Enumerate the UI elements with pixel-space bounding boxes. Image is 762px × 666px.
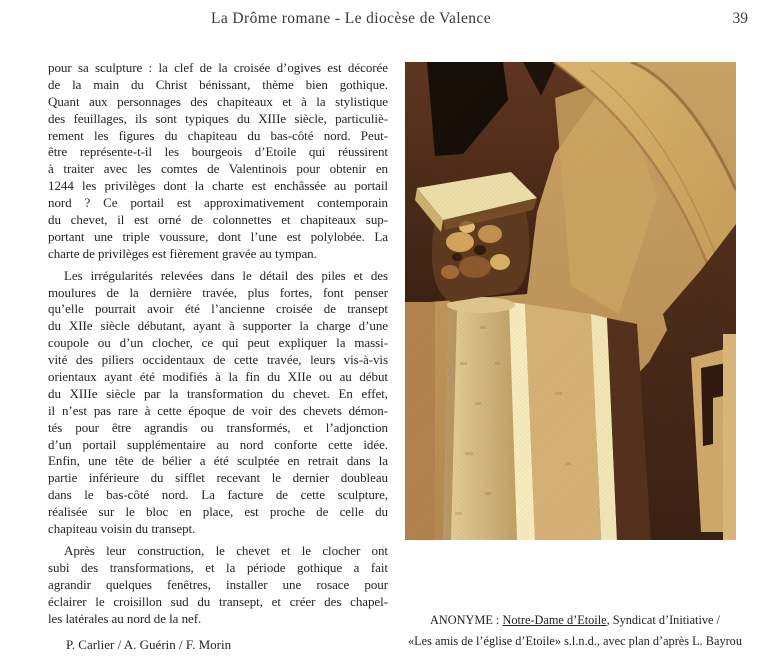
photo-figure (405, 62, 745, 648)
text-line: chapiteau voisin du transept. (48, 521, 196, 537)
text-line: coupole ou d’un clocher, ce qui peut expliquer la massi- (48, 335, 388, 351)
text-line: orientaux ayant été modifiés à la fin du XIIe ou au début (48, 369, 388, 385)
text-line: Après leur construction, le chevet et le clocher ont (64, 542, 388, 558)
text-line: réalisée sur le bloc en place, est proche de celle du (48, 504, 388, 520)
text-line: Les irrégularités relevées dans le détail des piles et des (64, 267, 388, 283)
caption-suffix: , Syndicat d’Initiative / (606, 613, 720, 627)
text-line: agrandir quelques fenêtres, installer une rosace pour (48, 576, 388, 592)
caption-prefix: ANONYME : (430, 613, 503, 627)
text-line: subi des transformations, et la période gothique a fait (48, 559, 388, 575)
dosseret-face (525, 304, 601, 540)
text-line: partie inférieure du sifflet recevant le dernier doubleau (48, 470, 388, 486)
caption-line-2: «Les amis de l’église d’Etoile» s.l.n.d., avec plan d’après L. Bayrou (408, 634, 742, 648)
caption-line-1 (388, 610, 762, 631)
page-title: La Drôme romane - Le diocèse de Valence (211, 10, 491, 27)
text-line: du XIIe siècle débutant, ayant à supporter la charge d’une (48, 318, 388, 334)
church-interior-illustration (405, 62, 736, 540)
text-line: 1244 les privilèges dont la charte est enchâssée au portail (48, 178, 388, 194)
article-paragraphs (48, 60, 388, 627)
text-line: tés pour être agrandis ou transformés, et l’adjonction (48, 419, 388, 435)
text-line: des feuillages, ils sont typiques du XIIIe siècle, particuliè- (48, 110, 388, 126)
right-lit-column (723, 334, 736, 540)
paragraph (48, 543, 388, 627)
page-number: 39 (732, 10, 748, 27)
caption-work-title: Notre-Dame d’Etoile (502, 613, 607, 627)
text-line: portant une triple voussure, dont l’une est polylobée. La (48, 228, 388, 244)
text-line: vité des piliers occidentaux de cette travée, leurs vis-à-vis (48, 352, 388, 368)
text-line: nord ? Ce portail est approximativement contemporain (48, 195, 388, 211)
text-line: être représente-t-il les bourgeois d’Etoile qui réussirent (48, 144, 388, 160)
text-line: rement les figures du chapiteau du bas-côté nord. Peut- (48, 127, 388, 143)
text-line: à traiter avec les comtes de Valentinois pour obtenir en (48, 161, 388, 177)
text-line: moulures de la dernière travée, plus fortes, font penser (48, 284, 388, 300)
text-line: éclairer le croisillon sud du transept, et créer des chapel- (48, 593, 388, 609)
article-text-column (48, 60, 388, 654)
photo-caption (388, 610, 762, 652)
paragraph (48, 268, 388, 538)
text-line: Enfin, une tête de bélier a été sculptée en retrait dans la (48, 453, 388, 469)
text-line: qu’elle pourrait avoir été l’ancienne croisée de transept (48, 301, 388, 317)
page-header (0, 10, 762, 34)
authors-signature: P. Carlier / A. Guérin / F. Morin (66, 637, 232, 653)
text-line: dans le bas-côté nord. La facture de cette sculpture, (48, 487, 388, 503)
left-wall-strip (405, 302, 435, 540)
church-interior-photo (405, 62, 736, 540)
paragraph (48, 60, 388, 263)
text-line: de la main du Christ bénissant, thème bien gothique. (48, 76, 388, 92)
text-line: du XIIIe siècle par la transformation du chevet. En effet, (48, 385, 388, 401)
text-line: les latérales au nord de la nef. (48, 610, 202, 626)
text-line: pour sa sculpture : la clef de la croisée d’ogives est décorée (48, 60, 388, 75)
text-line: charte de privilèges est fièrement gravée au tympan. (48, 245, 317, 261)
text-line: il n’est pas rare à cette époque de voir des chevets démon- (48, 402, 388, 418)
text-line: du chevet, il est orné de colonnettes et chapiteaux sup- (48, 212, 388, 228)
text-line: Quant aux personnages des chapiteaux et à la stylistique (48, 93, 388, 109)
text-line: d’un portail supplémentaire au nord conforte cette idée. (48, 436, 388, 452)
